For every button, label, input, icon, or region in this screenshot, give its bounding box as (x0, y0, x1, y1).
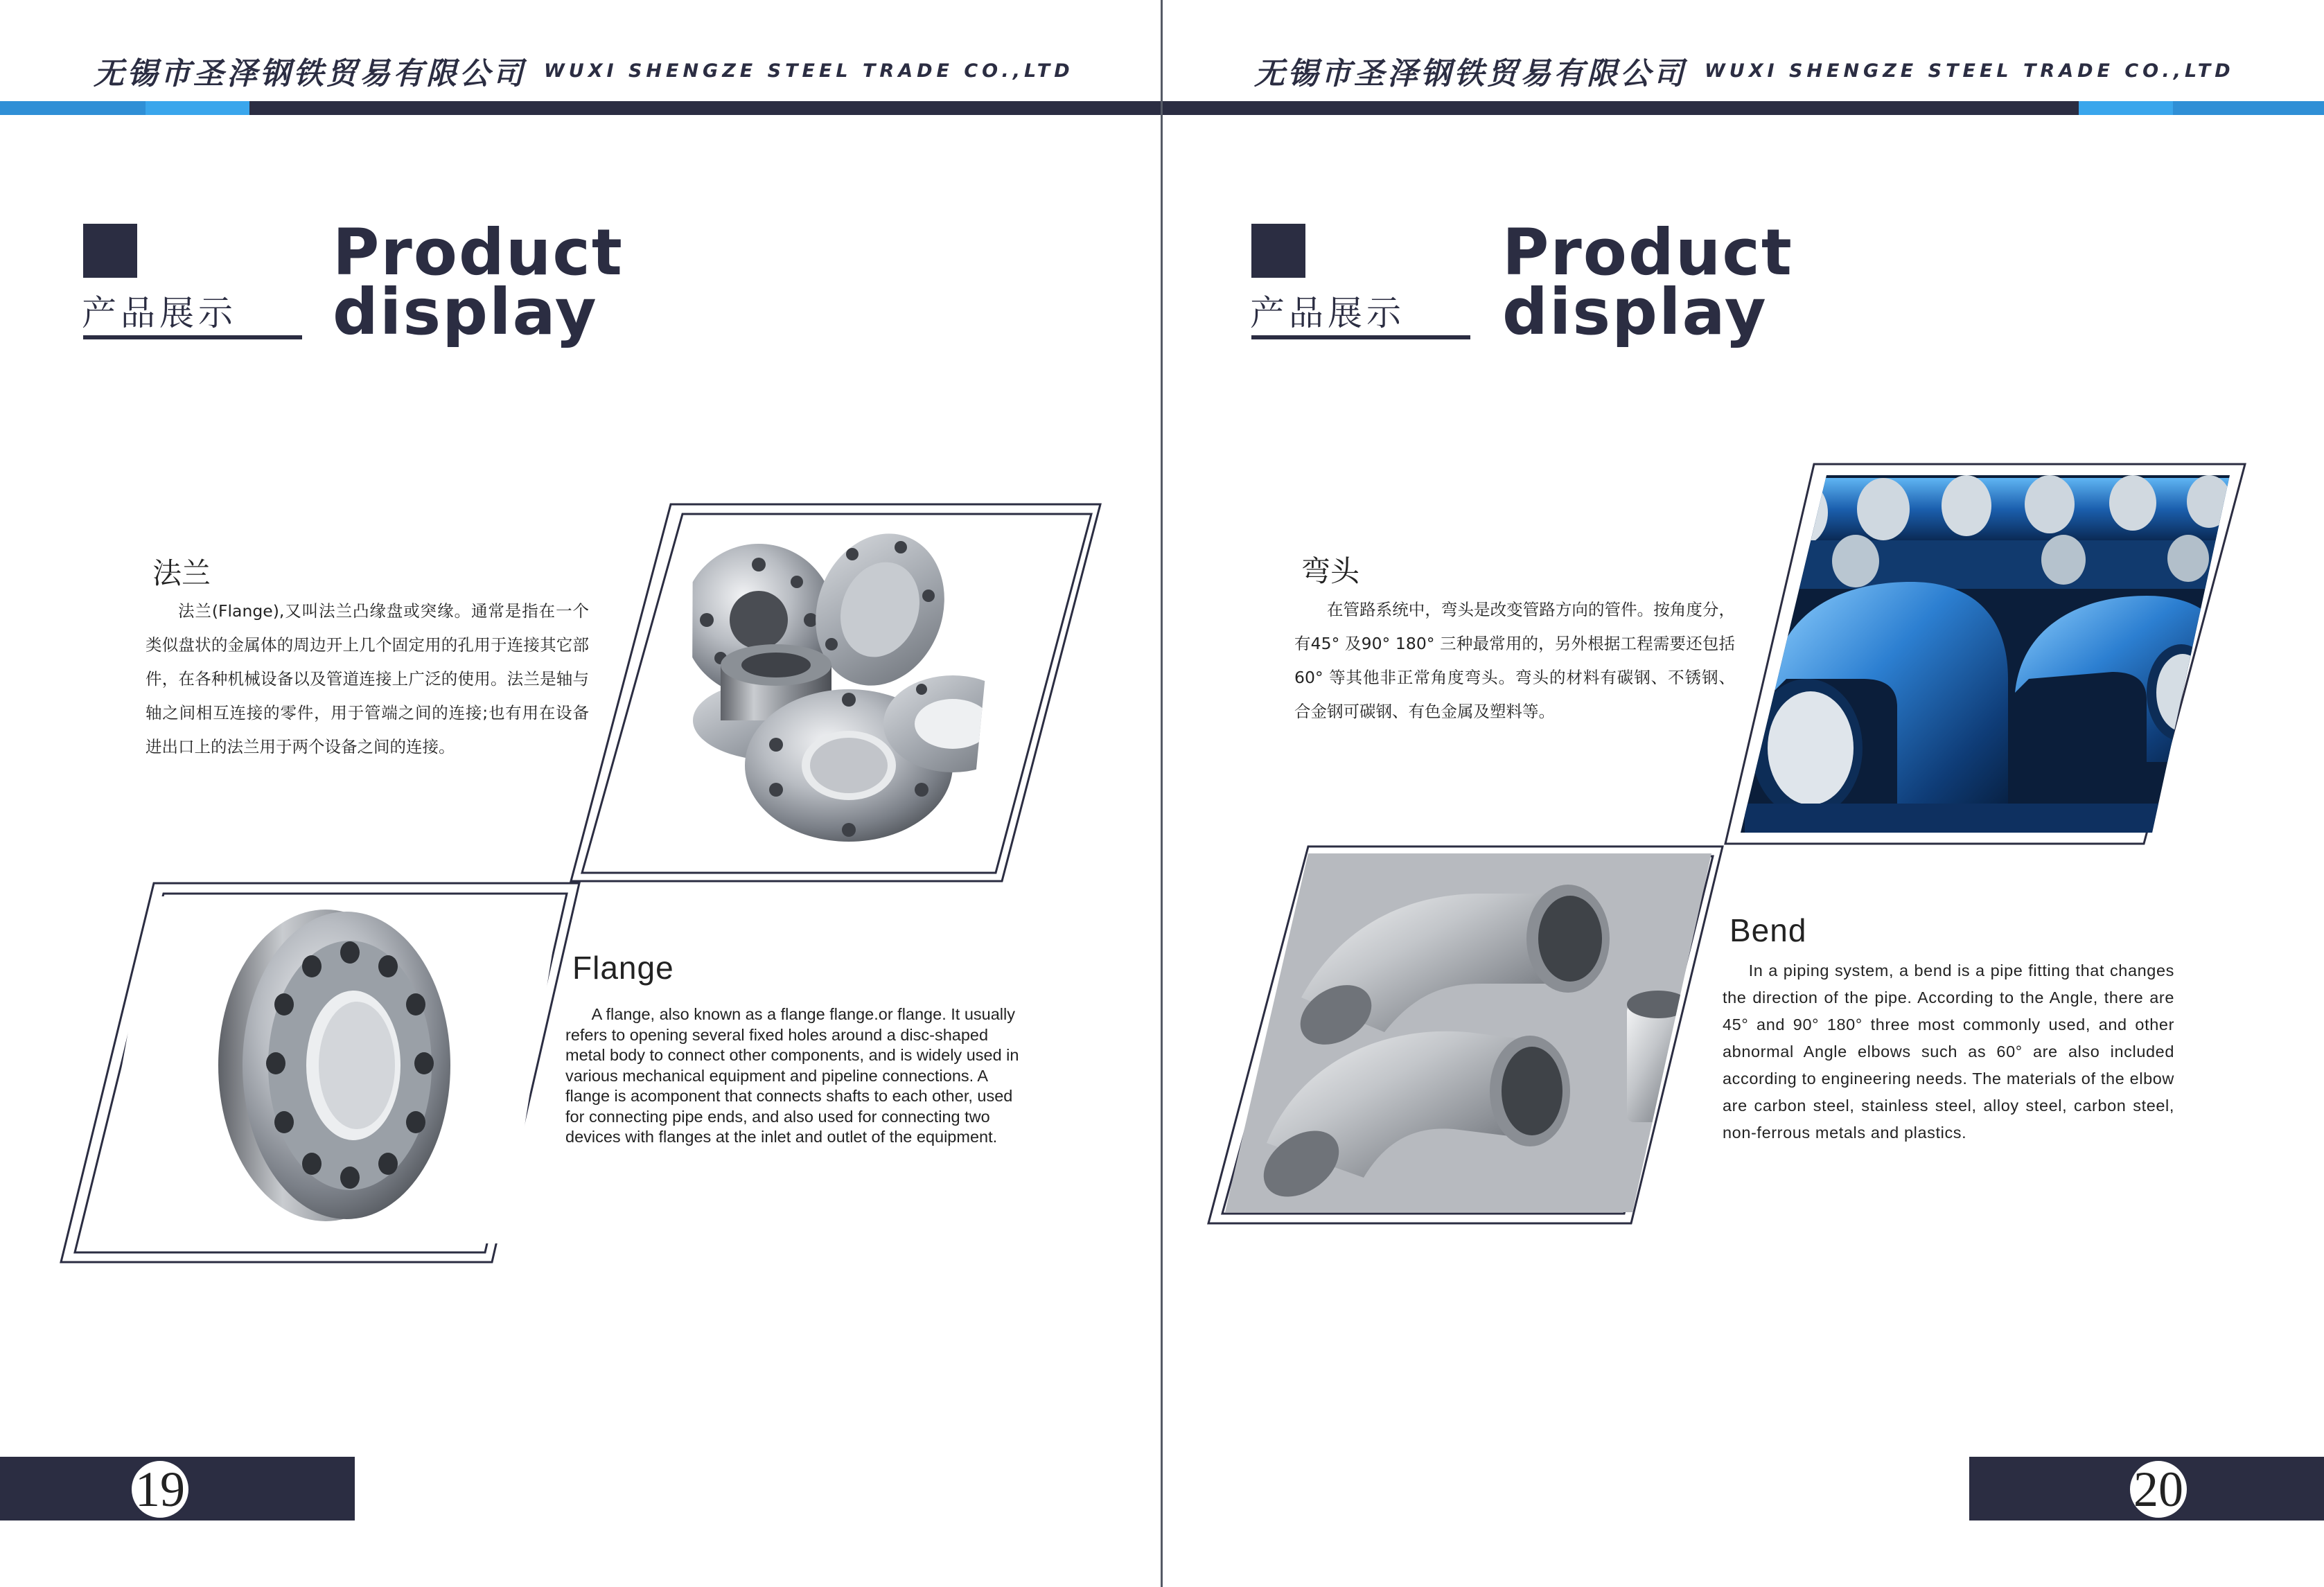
blue-elbows-image (1731, 471, 2244, 838)
section-title: Product display (1502, 215, 1793, 349)
left-image-frames (0, 0, 1161, 1587)
bend-heading-en: Bend (1729, 912, 1807, 948)
section-label-cn: 产品展示 (1250, 293, 1405, 333)
company-name-en: WUXI SHENGZE STEEL TRADE CO.,LTD (1705, 60, 2235, 82)
company-name-cn: 无锡市圣泽钢铁贸易有限公司 (94, 56, 526, 91)
flange-body-en: A flange, also known as a flange flange.or flange. It usually refers to opening several fixed holes around a disc-shaped metal body to connect other components, and is widely used in various mechanical equipment and pipeline connections. A flange is acomponent that connects shafts to each other, used for connecting pipe ends, and also used for connecting two devices with flanges at the inlet and outlet of the equipment. (565, 1005, 1019, 1146)
flange-heading-cn: 法兰 (152, 556, 211, 590)
section-label-cn: 产品展示 (82, 293, 237, 333)
page-number: 20 (2127, 1458, 2190, 1520)
bend-body-en: In a piping system, a bend is a pipe fitting that changes the direction of the pipe. According to the Angle, there are 45° and 90° 180° three most commonly used, and other abnormal Angle elbows such as 60° are also included according to engineering needs. The materials of the elbow are carbon steel, stainless steel, alloy steel, carbon steel, non-ferrous metals and plastics. (1723, 961, 2174, 1142)
section-title: Product display (333, 215, 624, 349)
left-page (0, 0, 1161, 1587)
flange-body-cn: 法兰(Flange),又叫法兰凸缘盘或突缘。通常是指在一个类似盘状的金属体的周边开上几个固定用的孔用于连接其它部件，在各种机械设备以及管道连接上广泛的使用。法兰是轴与轴之间相互连接的零件，用于管端之间的连接;也有用在设备进出口上的法兰用于两个设备之间的连接。 (146, 601, 589, 756)
company-name-cn: 无锡市圣泽钢铁贸易有限公司 (1254, 56, 1687, 91)
right-image-frames (1163, 0, 2324, 1587)
bend-body-cn: 在管路系统中，弯头是改变管路方向的管件。按角度分，有45° 及90° 180° 三种最常用的，另外根据工程需要还包括60° 等其他非正常角度弯头。弯头的材料有碳钢、不锈钢、合金钢可碳钢、有色金属及塑料等。 (1294, 600, 1735, 721)
flange-set-image (665, 513, 1022, 873)
right-page (1163, 0, 2324, 1587)
flange-heading-en: Flange (572, 950, 674, 986)
bend-heading-cn: 弯头 (1301, 554, 1360, 588)
page-number: 19 (129, 1458, 191, 1520)
flange-disc-image (83, 894, 568, 1254)
company-name-en: WUXI SHENGZE STEEL TRADE CO.,LTD (544, 60, 1074, 82)
